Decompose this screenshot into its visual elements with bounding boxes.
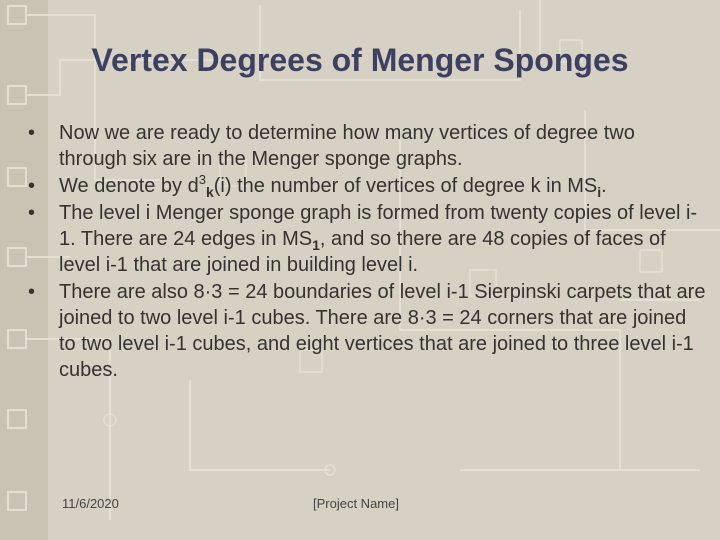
bullet-text: (i) the number of vertices of degree k in MS <box>213 175 598 197</box>
footer-project-name: [Project Name] <box>313 496 399 511</box>
bullet-marker: • <box>28 175 36 197</box>
bullet-list <box>28 120 708 384</box>
slide-title: Vertex Degrees of Menger Sponges <box>91 42 629 78</box>
bullet-text: Now we are ready to determine how many vertices of degree two through six are in the Menger sponge graphs. <box>59 122 635 170</box>
bullet-text: We denote by d <box>59 175 199 197</box>
bullet-item <box>28 173 708 199</box>
superscript: 3 <box>198 172 206 187</box>
bullet-item <box>28 279 708 383</box>
subscript: i <box>597 184 602 200</box>
subscript: k <box>205 184 214 200</box>
bullet-item <box>28 200 708 278</box>
bullet-text: The level i Menger sponge graph is formed from twenty copies of level i-1. There are 24 edges in MS <box>59 202 698 250</box>
footer-date: 11/6/2020 <box>62 496 119 511</box>
bullet-marker: • <box>28 122 36 144</box>
bullet-text: , and so there are 48 copies of faces of level i-1 that are joined in building level i. <box>59 228 666 276</box>
bullet-marker: • <box>28 281 36 303</box>
bullet-text: There are also 8·3 = 24 boundaries of level i-1 Sierpinski carpets that are joined to two level i-1 cubes. There are 8·3 = 24 corners that are joined to two level i-1 cubes, and eight vertices that are joined to three level i-1 cubes. <box>59 281 706 381</box>
subscript: 1 <box>312 237 320 253</box>
bullet-item <box>28 120 708 172</box>
bullet-marker: • <box>28 202 36 224</box>
bullet-text: . <box>601 175 607 197</box>
